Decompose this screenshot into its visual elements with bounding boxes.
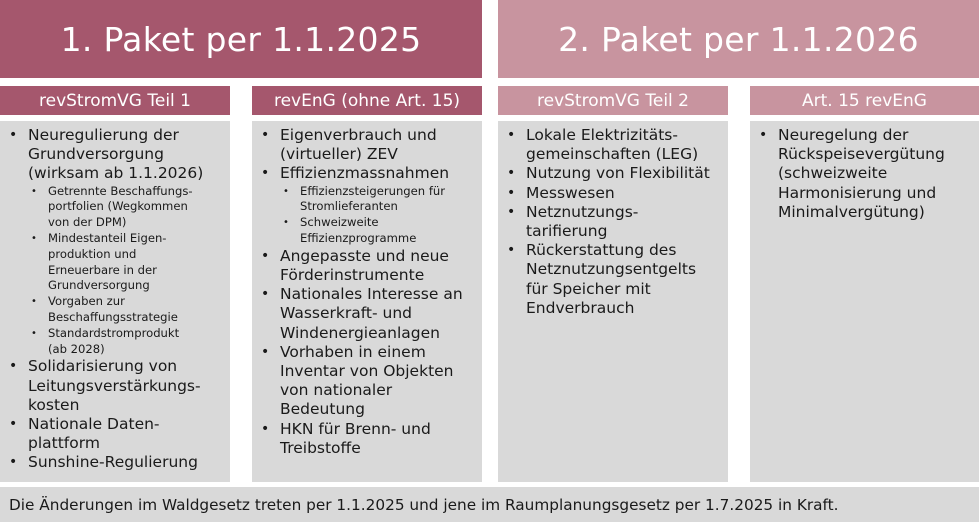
column-3-header	[498, 86, 728, 115]
sub-bullet-item	[28, 231, 226, 294]
sub-bullet-text-line: • Effizienzsteigerungen für	[300, 183, 446, 198]
bullet-text-line: Endverbrauch	[526, 298, 635, 317]
bullet-text-line: • Sunshine-Regulierung	[28, 453, 198, 472]
column-1-body	[0, 121, 230, 482]
bullet-text-line: Bedeutung	[280, 400, 365, 419]
column-4-list	[758, 126, 975, 222]
bullet-text-line: Wasserkraft- und	[280, 304, 413, 323]
column-4-header	[750, 86, 979, 115]
bullet-text-line: von nationaler	[280, 381, 393, 400]
sub-bullet-item	[280, 184, 478, 216]
bullet-item	[260, 247, 478, 285]
bullet-text-line: kosten	[28, 395, 80, 414]
bullet-text-line: (virtueller) ZEV	[280, 145, 398, 164]
bullet-item	[260, 420, 478, 458]
bullet-text-line: • Neuregulierung der	[28, 126, 179, 144]
bullet-text-line: Leitungsverstärkungs-	[28, 376, 201, 395]
sub-bullet-item	[28, 294, 226, 326]
package-2-header	[498, 0, 979, 78]
package-1-title: 1. Paket per 1.1.2025	[60, 19, 422, 59]
column-1-header	[0, 86, 230, 115]
bullet-text-line: • Neuregelung der	[778, 126, 909, 144]
bullet-item	[8, 126, 226, 357]
bullet-text-line: Treibstoffe	[280, 438, 361, 457]
bullet-text-line: • HKN für Brenn- und	[280, 419, 431, 438]
sub-bullet-text-line: (ab 2028)	[48, 341, 105, 356]
bullet-text-line: • Nationales Interesse an	[280, 285, 463, 304]
column-4-title: Art. 15 revEnG	[802, 90, 927, 111]
bullet-item	[260, 126, 478, 164]
bullet-text-line: • Effizienzmassnahmen	[280, 164, 450, 183]
bullet-item	[260, 164, 478, 246]
bullet-text-line: • Angepasste und neue	[280, 246, 449, 265]
bullet-text-line: • Nutzung von Flexibilität	[526, 164, 710, 183]
sub-bullet-text-line: Effizienzprogramme	[300, 231, 417, 245]
bullet-text-line: Netznutzungsentgelts	[526, 260, 697, 279]
footer-note	[0, 487, 979, 522]
bullet-text-line: • Eigenverbrauch und	[280, 126, 437, 144]
column-3-body	[498, 121, 728, 482]
sub-bullet-text-line: • Standardstromprodukt	[48, 325, 180, 340]
bullet-item	[758, 126, 975, 222]
sub-bullet-list	[280, 184, 478, 247]
sub-bullet-item	[28, 184, 226, 231]
column-1-list	[8, 126, 226, 473]
sub-bullet-text-line: Grundversorgung	[48, 278, 150, 293]
bullet-item	[506, 126, 724, 164]
bullet-item	[260, 285, 478, 343]
bullet-text-line: • Vorhaben in einem	[280, 342, 426, 361]
column-4-body	[750, 121, 979, 482]
bullet-text-line: für Speicher mit	[526, 279, 651, 298]
bullet-text-line: Rückspeisevergütung	[778, 145, 945, 164]
bullet-item	[8, 357, 226, 415]
bullet-text-line: gemeinschaften (LEG)	[526, 145, 699, 164]
bullet-item	[8, 415, 226, 453]
bullet-text-line: • Solidarisierung von	[28, 357, 178, 376]
package-2-title: 2. Paket per 1.1.2026	[558, 19, 919, 59]
sub-bullet-text-line: • Mindestanteil Eigen-	[48, 231, 167, 245]
sub-bullet-text-line: • Vorgaben zur	[48, 294, 125, 309]
bullet-text-line: Windenergieanlagen	[280, 323, 440, 342]
sub-bullet-list	[28, 184, 226, 358]
bullet-item	[260, 343, 478, 420]
bullet-text-line: • Rückerstattung des	[526, 241, 677, 260]
sub-bullet-text-line: von der DPM)	[48, 215, 127, 230]
bullet-text-line: (schweizweite	[778, 164, 888, 183]
sub-bullet-text-line: • Schweizweite	[300, 215, 379, 230]
column-2-body	[252, 121, 482, 482]
bullet-text-line: Förderinstrumente	[280, 266, 425, 284]
bullet-text-line: tarifierung	[526, 222, 608, 241]
sub-bullet-item	[280, 215, 478, 247]
bullet-text-line: (wirksam ab 1.1.2026)	[28, 164, 204, 183]
column-3-title: revStromVG Teil 2	[537, 90, 689, 111]
bullet-item	[506, 184, 724, 203]
bullet-text-line: • Lokale Elektrizitäts-	[526, 126, 678, 144]
column-2-list	[260, 126, 478, 458]
sub-bullet-item	[28, 326, 226, 358]
bullet-text-line: • Messwesen	[526, 183, 615, 202]
bullet-text-line: Minimalvergütung)	[778, 202, 925, 221]
bullet-text-line: • Nationale Daten-	[28, 414, 160, 433]
bullet-text-line: Inventar von Objekten	[280, 362, 454, 381]
package-1-header	[0, 0, 482, 78]
sub-bullet-text-line: Beschaffungsstrategie	[48, 309, 178, 324]
bullet-text-line: • Netznutzungs-	[526, 202, 639, 221]
bullet-item	[506, 203, 724, 241]
sub-bullet-text-line: portfolien (Wegkommen	[48, 199, 188, 214]
sub-bullet-text-line: Stromlieferanten	[300, 199, 398, 214]
sub-bullet-text-line: produktion und	[48, 246, 137, 261]
bullet-text-line: plattform	[28, 434, 100, 453]
bullet-text-line: Harmonisierung und	[778, 183, 937, 202]
bullet-item	[506, 241, 724, 318]
bullet-item	[506, 164, 724, 183]
bullet-text-line: Grundversorgung	[28, 145, 164, 164]
column-2-header	[252, 86, 482, 115]
sub-bullet-text-line: Erneuerbare in der	[48, 262, 157, 277]
column-3-list	[506, 126, 724, 318]
column-1-title: revStromVG Teil 1	[39, 90, 191, 111]
bullet-item	[8, 453, 226, 472]
sub-bullet-text-line: • Getrennte Beschaffungs-	[48, 183, 193, 198]
footer-text: Die Änderungen im Waldgesetz treten per 1.1.2025 und jene im Raumplanungsgesetz per 1.7.2025 in Kraft.	[9, 495, 839, 514]
column-2-title: revEnG (ohne Art. 15)	[273, 90, 461, 111]
